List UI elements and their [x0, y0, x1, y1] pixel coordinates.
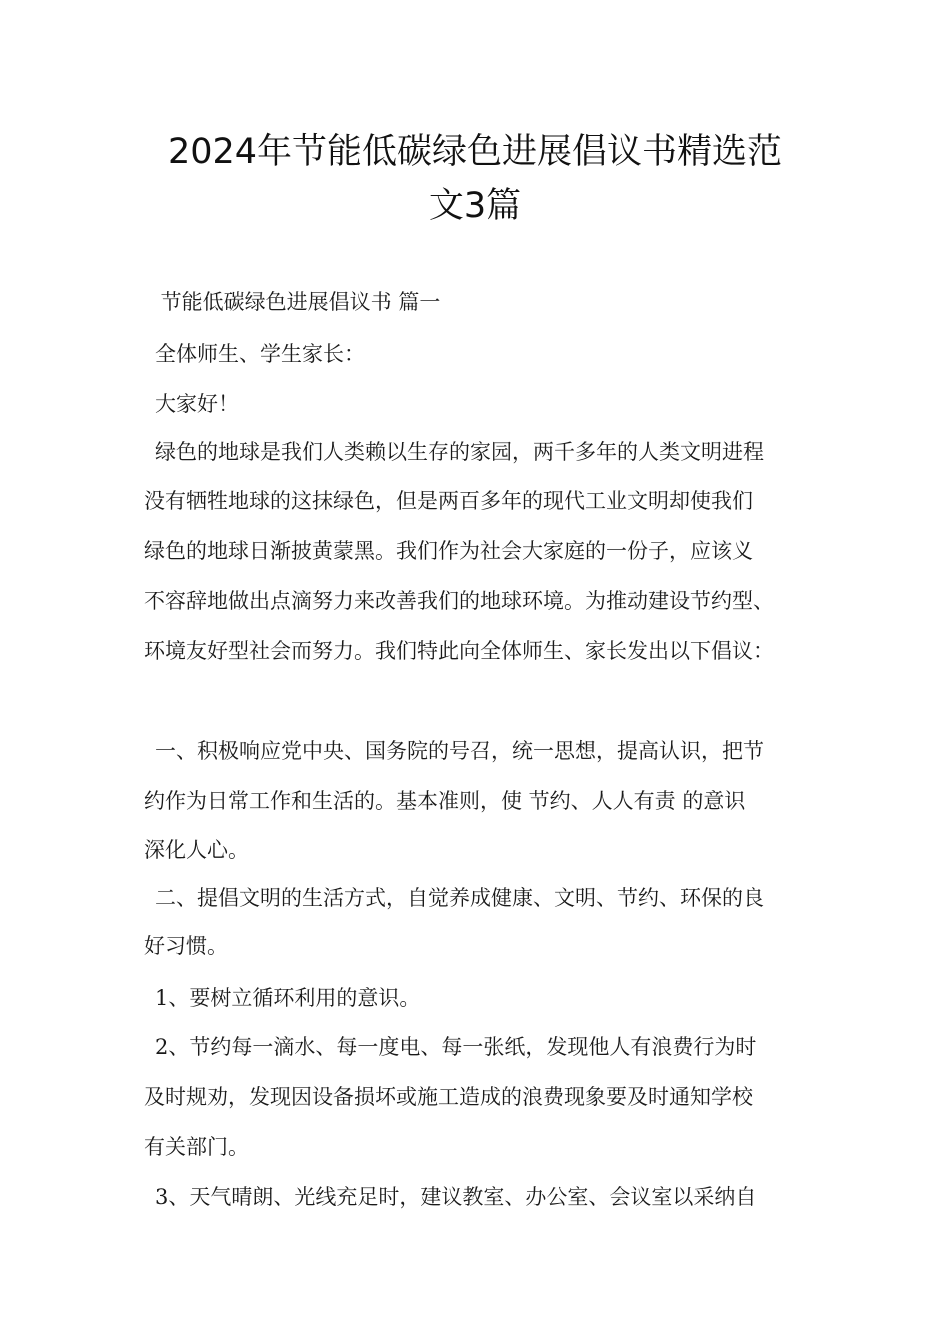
body-paragraph-line: 绿色的地球是我们人类赖以生存的家园，两千多年的人类文明进程 — [155, 440, 764, 464]
body-paragraph-line: 环境友好型社会而努力。我们特此向全体师生、家长发出以下倡议： — [144, 639, 774, 663]
sub-item-2-line: 有关部门。 — [144, 1135, 249, 1159]
sub-item-1: 1、要树立循环利用的意识。 — [155, 986, 421, 1010]
salutation: 全体师生、学生家长： — [155, 342, 365, 366]
sub-item-2-line: 及时规劝，发现因设备损坏或施工造成的浪费现象要及时通知学校 — [144, 1085, 753, 1109]
document-title-line-1: 2024年节能低碳绿色进展倡议书精选范 — [167, 132, 783, 172]
body-paragraph-line: 没有牺牲地球的这抹绿色，但是两百多年的现代工业文明却使我们 — [144, 489, 753, 513]
body-paragraph-line: 绿色的地球日渐披黄蒙黑。我们作为社会大家庭的一份子，应该义 — [144, 539, 753, 563]
proposal-item-1-line: 深化人心。 — [144, 838, 249, 862]
section-heading-1: 节能低碳绿色进展倡议书 篇一 — [154, 290, 441, 314]
body-paragraph-line: 不容辞地做出点滴努力来改善我们的地球环境。为推动建设节约型、 — [144, 589, 774, 613]
greeting: 大家好！ — [155, 392, 239, 416]
proposal-item-1-line: 一、积极响应党中央、国务院的号召，统一思想，提高认识，把节 — [155, 739, 764, 763]
proposal-item-2-line: 二、提倡文明的生活方式，自觉养成健康、文明、节约、环保的良 — [155, 886, 764, 910]
sub-item-2-line: 2、节约每一滴水、每一度电、每一张纸，发现他人有浪费行为时 — [155, 1035, 757, 1059]
sub-item-3-line: 3、天气晴朗、光线充足时，建议教室、办公室、会议室以采纳自 — [155, 1185, 757, 1209]
proposal-item-1-line: 约作为日常工作和生活的。基本准则，使 节约、人人有责 的意识 — [144, 789, 746, 813]
proposal-item-2-line: 好习惯。 — [144, 934, 228, 958]
document-title-line-2: 文3篇 — [428, 186, 522, 226]
